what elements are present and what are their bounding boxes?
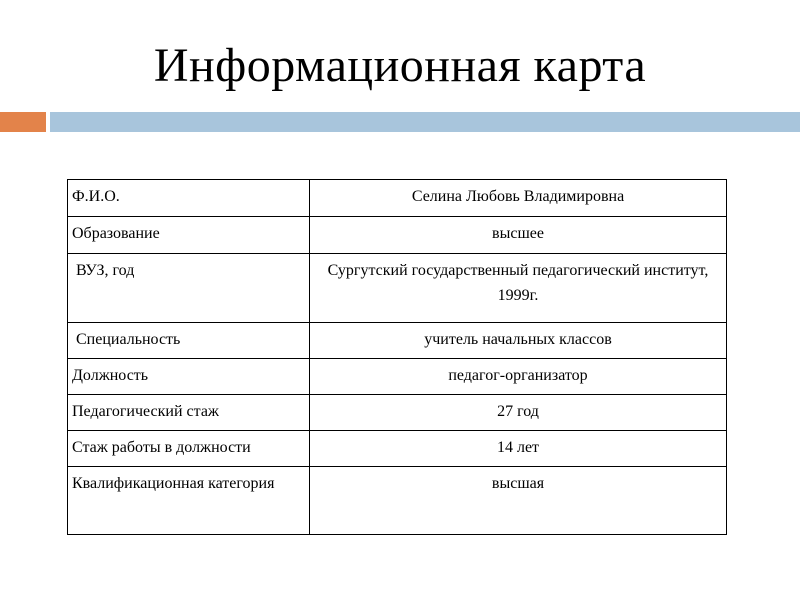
row-label: Квалификационная категория: [68, 467, 310, 535]
row-value: 14 лет: [310, 431, 727, 467]
row-value: Селина Любовь Владимировна: [310, 180, 727, 217]
table-row: [68, 467, 727, 535]
table-row: [68, 180, 727, 217]
row-value: Сургутский государственный педагогический институт, 1999г.: [310, 254, 727, 323]
title-divider-bar: [50, 112, 800, 132]
row-value: высшая: [310, 467, 727, 535]
row-value: педагог-организатор: [310, 359, 727, 395]
info-table: [67, 179, 727, 535]
row-label: ВУЗ, год: [68, 254, 310, 323]
slide-title: Информационная карта: [153, 39, 647, 92]
row-value: 27 год: [310, 395, 727, 431]
table-row: [68, 323, 727, 359]
table-row: [68, 254, 727, 323]
row-label: Стаж работы в должности: [68, 431, 310, 467]
row-label: Образование: [68, 217, 310, 254]
table-row: [68, 395, 727, 431]
table-row: [68, 359, 727, 395]
row-value: учитель начальных классов: [310, 323, 727, 359]
title-divider-accent: [0, 112, 46, 132]
row-label: Педагогический стаж: [68, 395, 310, 431]
row-label: Должность: [68, 359, 310, 395]
row-label: Ф.И.О.: [68, 180, 310, 217]
row-label: Специальность: [68, 323, 310, 359]
table-row: [68, 217, 727, 254]
row-value: высшее: [310, 217, 727, 254]
table-row: [68, 431, 727, 467]
